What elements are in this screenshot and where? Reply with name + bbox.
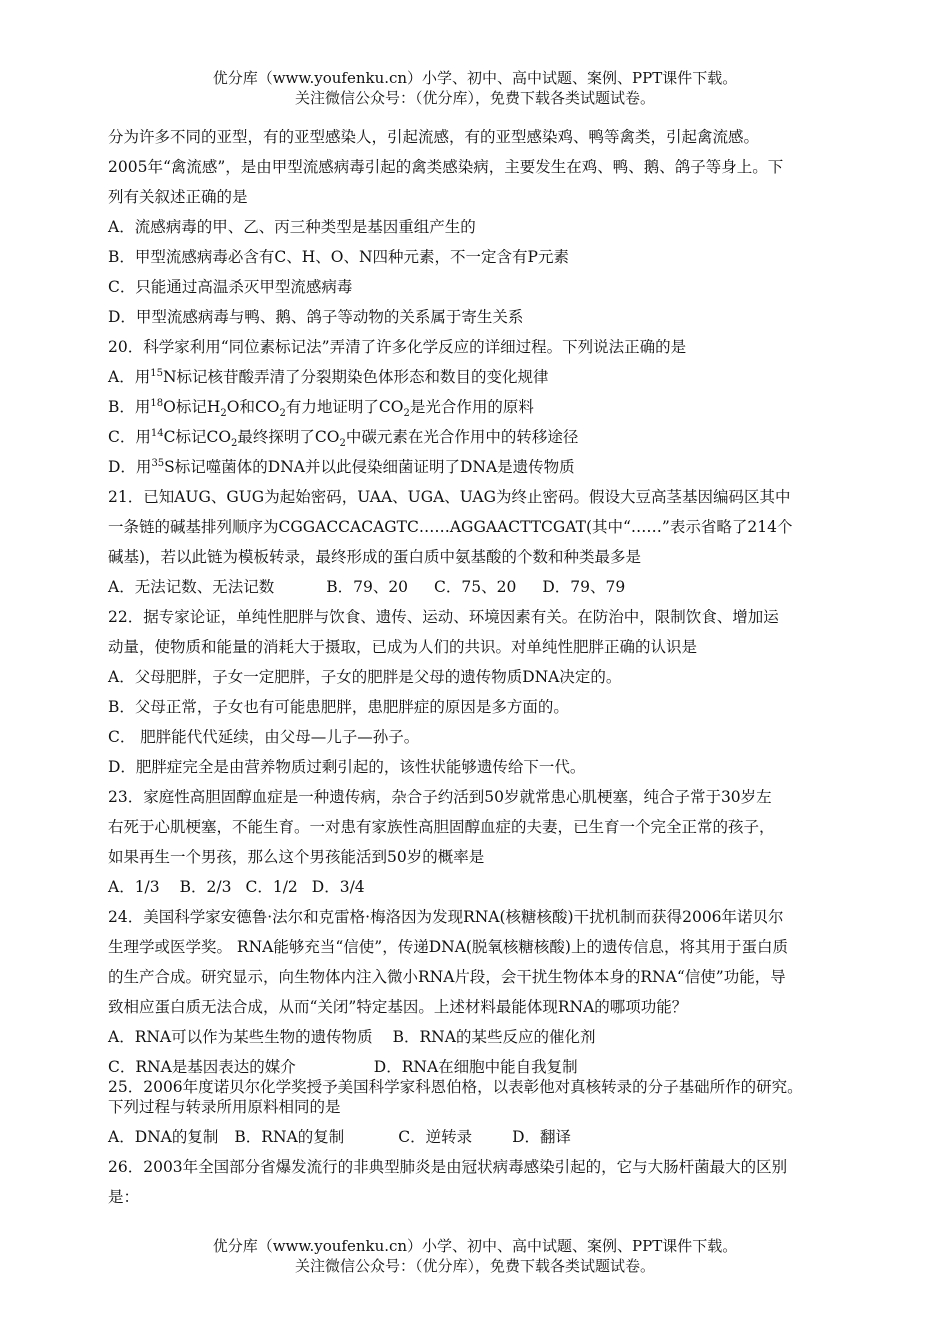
q21-option-d: D．79、79 bbox=[542, 578, 626, 596]
q25-options bbox=[108, 1127, 571, 1147]
q24-option-a: A．RNA可以作为某些生物的遗传物质 bbox=[108, 1028, 373, 1046]
q23-option-c: C．1/2 bbox=[245, 878, 298, 896]
q20-option-c bbox=[108, 427, 579, 450]
q23-option-a: A．1/3 bbox=[108, 878, 160, 896]
q20-b-text-4: 是光合作用的原料 bbox=[409, 398, 534, 416]
q19-option-d: D．甲型流感病毒与鸭、鹅、鸽子等动物的关系属于寄生关系 bbox=[108, 308, 524, 326]
q20-option-a bbox=[108, 367, 549, 387]
q24-stem-line-1: 24．美国科学家安德鲁·法尔和克雷格·梅洛因为发现RNA(核糖核酸)干扰机制而获得2006年诺贝尔 bbox=[108, 908, 784, 926]
q20-c-subscript-2: 2 bbox=[339, 438, 346, 450]
q21-option-c: C．75、20 bbox=[434, 578, 517, 596]
q24-options-row-1 bbox=[108, 1027, 595, 1047]
q19-option-b: B．甲型流感病毒必含有C、H、O、N四种元素，不一定含有P元素 bbox=[108, 248, 569, 266]
q20-a-isotope: 15 bbox=[150, 367, 163, 379]
q21-stem-line-1: 21．已知AUG、GUG为起始密码，UAA、UGA、UAG为终止密码。假设大豆高茎基因编码区其中 bbox=[108, 488, 791, 506]
q22-option-a: A．父母肥胖，子女一定肥胖，子女的肥胖是父母的遗传物质DNA决定的。 bbox=[108, 668, 622, 686]
q23-stem-line-2: 右死于心肌梗塞，不能生育。一对患有家族性高胆固醇血症的夫妻，已生育一个完全正常的孩子， bbox=[108, 818, 775, 836]
q22-option-b: B．父母正常，子女也有可能患肥胖，患肥胖症的原因是多方面的。 bbox=[108, 698, 569, 716]
q24-stem-line-4: 致相应蛋白质无法合成，从而“关闭”特定基因。上述材料最能体现RNA的哪项功能？ bbox=[108, 998, 688, 1016]
q23-option-b: B．2/3 bbox=[179, 878, 232, 896]
q24-option-c: C．RNA是基因表达的媒介 bbox=[108, 1058, 296, 1076]
q20-c-subscript-1: 2 bbox=[231, 438, 238, 450]
q24-option-d: D．RNA在细胞中能自我复制 bbox=[373, 1058, 578, 1076]
q25-stem-line-2: 下列过程与转录所用原料相同的是 bbox=[108, 1098, 341, 1116]
header-line-1: 优分库（www.youfenku.cn）小学、初中、高中试题、案例、PPT课件下载。 bbox=[212, 69, 738, 87]
q20-b-text-3: 有力地证明了CO bbox=[285, 398, 404, 416]
q20-b-text-1: O标记H bbox=[163, 398, 221, 416]
q24-options-row-2 bbox=[108, 1057, 578, 1077]
q20-a-text: N标记核苷酸弄清了分裂期染色体形态和数目的变化规律 bbox=[162, 368, 549, 386]
page-footer bbox=[0, 1236, 950, 1276]
q20-d-prefix: D．用 bbox=[108, 458, 152, 476]
q22-stem-line-2: 动量，使物质和能量的消耗大于摄取，已成为人们的共识。对单纯性肥胖正确的认识是 bbox=[108, 638, 698, 656]
q25-option-b: B．RNA的复制 bbox=[234, 1128, 345, 1146]
q19-stem-line-2: 2005年“禽流感”，是由甲型流感病毒引起的禽类感染病，主要发生在鸡、鸭、鹅、鸽子等身上。下 bbox=[108, 158, 784, 176]
q25-stem-line-1: 25．2006年度诺贝尔化学奖授予美国科学家科恩伯格，以表彰他对真核转录的分子基础所作的研究。 bbox=[108, 1078, 803, 1096]
q23-stem-line-3: 如果再生一个男孩，那么这个男孩能活到50岁的概率是 bbox=[108, 848, 485, 866]
q20-c-text-3: 中碳元素在光合作用中的转移途径 bbox=[345, 428, 579, 446]
q19-option-c: C．只能通过高温杀灭甲型流感病毒 bbox=[108, 278, 353, 296]
q25-option-a: A．DNA的复制 bbox=[108, 1128, 219, 1146]
q20-b-isotope: 18 bbox=[150, 397, 164, 409]
q25-option-d: D．翻译 bbox=[512, 1128, 572, 1146]
q23-stem-line-1: 23．家庭性高胆固醇血症是一种遗传病，杂合子约活到50岁就常患心肌梗塞，纯合子常于30岁左 bbox=[108, 788, 772, 806]
q20-c-text-1: C标记CO bbox=[163, 428, 232, 446]
q22-stem-line-1: 22．据专家论证，单纯性肥胖与饮食、遗传、运动、环境因素有关。在防治中，限制饮食、增加运 bbox=[108, 608, 779, 626]
q20-c-prefix: C．用 bbox=[108, 428, 151, 446]
q19-stem-line-3: 列有关叙述正确的是 bbox=[108, 188, 248, 206]
q20-option-d bbox=[108, 457, 575, 477]
q20-c-isotope: 14 bbox=[150, 427, 164, 439]
q25-option-c: C．逆转录 bbox=[398, 1128, 473, 1146]
q21-options bbox=[108, 577, 625, 597]
q21-option-b: B．79、20 bbox=[326, 578, 409, 596]
q24-stem-line-3: 的生产合成。研究显示，向生物体内注入微小RNA片段，会干扰生物体本身的RNA“信使”功能，导 bbox=[108, 968, 786, 986]
q19-stem-line-1: 分为许多不同的亚型，有的亚型感染人，引起流感，有的亚型感染鸡、鸭等禽类，引起禽流感。 bbox=[108, 128, 760, 146]
q20-d-isotope: 35 bbox=[151, 457, 165, 469]
q23-options bbox=[108, 877, 365, 897]
q21-stem-line-2: 一条链的碱基排列顺序为CGGACCACAGTC……AGGAACTTCGAT(其中“……”表示省略了214个 bbox=[108, 518, 793, 536]
q23-option-d: D．3/4 bbox=[311, 878, 365, 896]
q20-b-subscript-2: 2 bbox=[279, 408, 286, 420]
q20-b-subscript-3: 2 bbox=[403, 408, 410, 420]
footer-line-2: 关注微信公众号：（优分库），免费下载各类试题试卷。 bbox=[294, 1257, 655, 1275]
q20-c-text-2: 最终探明了CO bbox=[237, 428, 340, 446]
q21-option-a: A．无法记数、无法记数 bbox=[108, 578, 275, 596]
q22-option-c: C． 肥胖能代代延续，由父母—儿子—孙子。 bbox=[108, 728, 420, 746]
q24-option-b: B．RNA的某些反应的催化剂 bbox=[392, 1028, 596, 1046]
q20-b-text-2: O和CO bbox=[226, 398, 280, 416]
q20-a-prefix: A．用 bbox=[108, 368, 151, 386]
q20-stem: 20．科学家利用“同位素标记法”弄清了许多化学反应的详细过程。下列说法正确的是 bbox=[108, 338, 687, 356]
header-line-2: 关注微信公众号：（优分库），免费下载各类试题试卷。 bbox=[294, 89, 655, 107]
page-header bbox=[0, 68, 950, 108]
q20-d-text: S标记噬菌体的DNA并以此侵染细菌证明了DNA是遗传物质 bbox=[164, 458, 575, 476]
q22-option-d: D．肥胖症完全是由营养物质过剩引起的，该性状能够遗传给下一代。 bbox=[108, 758, 586, 776]
q20-b-subscript-1: 2 bbox=[220, 408, 227, 420]
q20-option-b bbox=[108, 397, 534, 420]
q19-option-a: A．流感病毒的甲、乙、丙三种类型是基因重组产生的 bbox=[108, 218, 476, 236]
q26-stem-line-2: 是： bbox=[108, 1188, 140, 1206]
q21-stem-line-3: 碱基)，若以此链为模板转录，最终形成的蛋白质中氨基酸的个数和种类最多是 bbox=[108, 548, 642, 566]
footer-line-1: 优分库（www.youfenku.cn）小学、初中、高中试题、案例、PPT课件下载。 bbox=[212, 1237, 738, 1255]
q24-stem-line-2: 生理学或医学奖。 RNA能够充当“信使”，传递DNA(脱氧核糖核酸)上的遗传信息，将其用于蛋白质 bbox=[108, 938, 788, 956]
q20-b-prefix: B．用 bbox=[108, 398, 151, 416]
q26-stem-line-1: 26．2003年全国部分省爆发流行的非典型肺炎是由冠状病毒感染引起的，它与大肠杆菌最大的区别 bbox=[108, 1158, 788, 1176]
